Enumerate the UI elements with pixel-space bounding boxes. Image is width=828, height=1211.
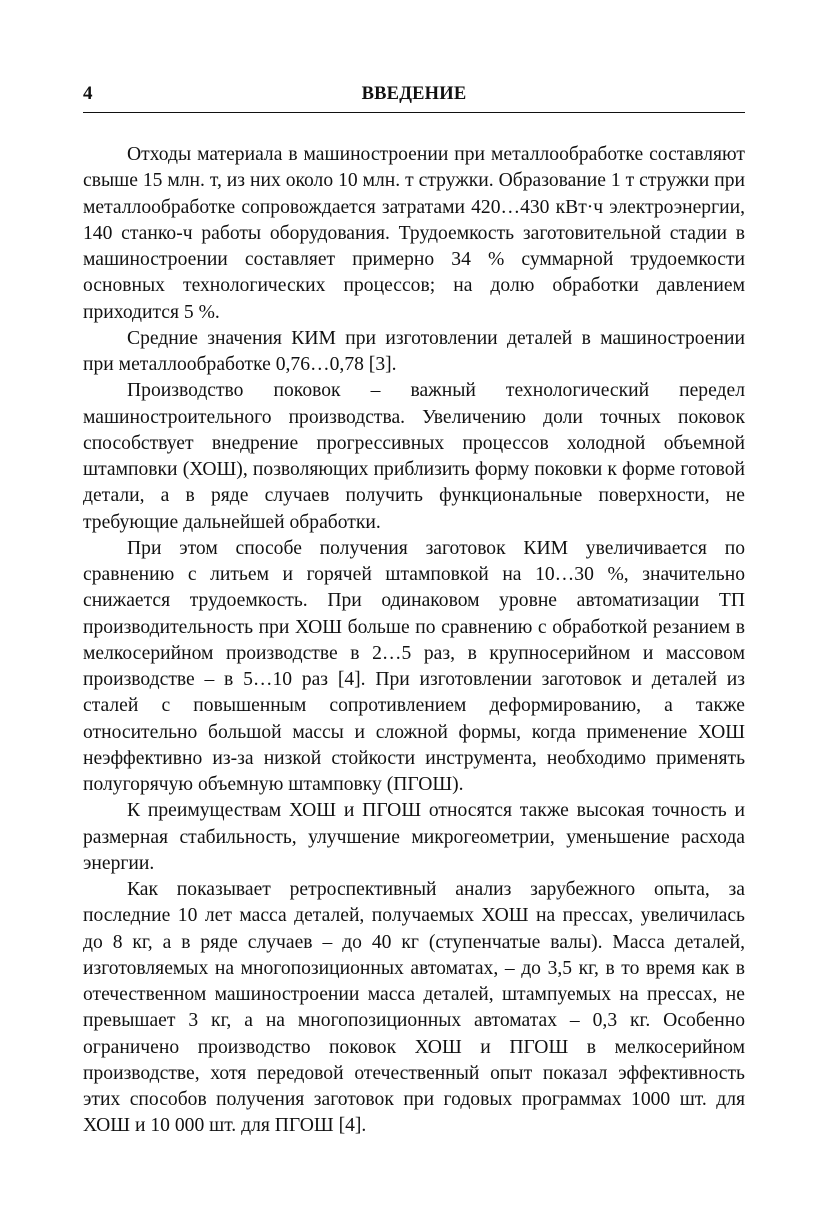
paragraph-waste-statistics: Отходы материала в машиностроении при металлообработке составляют свыше 15 млн. т, из них около 10 млн. т стружки. Образование 1 т стружки при металлообработке сопровождается затратами 420…430 кВт·ч электроэнергии, 140 станко-ч работы оборудования. Трудоемкость заготовительной стадии в машиностроении составляет примерно 34 % суммарной трудоемкости основных технологических процессов; на долю обработки давлением приходится 5 %. (83, 144, 745, 323)
section-title: ВВЕДЕНИЕ (361, 84, 467, 104)
paragraph-foreign-experience: Как показывает ретроспективный анализ зарубежного опыта, за последние 10 лет масса деталей, получаемых ХОШ на прессах, увеличилась до 8 кг, а в ряде случаев – до 40 кг (ступенчатые валы). Масса деталей, изготовляемых на многопозиционных автоматах, – до 3,5 кг, в то время как в отечественном машиностроении масса деталей, штампуемых на прессах, не превышает 3 кг, а на многопозиционных автоматах – 0,3 кг. Особенно ограничено производство поковок ХОШ и ПГОШ в мелкосерийном производстве, хотя передовой отечественный опыт показал эффективность этих способов получения заготовок при годовых программах 1000 шт. для ХОШ и 10 000 шт. для ПГОШ [4]. (83, 879, 745, 1137)
paragraph-kosh-pgosh-benefits: К преимуществам ХОШ и ПГОШ относятся также высокая точность и размерная стабильность, улучшение микрогеометрии, уменьшение расхода энергии. (83, 800, 745, 874)
running-header (83, 78, 745, 113)
paragraph-kosh-advantages: При этом способе получения заготовок КИМ увеличивается по сравнению с литьем и горячей штамповкой на 10…30 %, значительно снижается трудоемкость. При одинаковом уровне автоматизации ТП производительность при ХОШ больше по сравнению с обработкой резанием в мелкосерийном производстве в 2…5 раз, в крупносерийном и массовом производстве – в 5…10 раз [4]. При изготовлении заготовок и деталей из сталей с повышенным сопротивлением деформированию, а также относительно большой массы и сложной формы, когда применение ХОШ неэффективно из-за низкой стойкости инструмента, необходимо применять полугорячую объемную штамповку (ПГОШ). (83, 537, 745, 795)
paragraph-forging-production: Производство поковок – важный технологический передел машиностроительного производства. Увеличению доли точных поковок способствует внедрение прогрессивных процессов холодной объемной штамповки (ХОШ), позволяющих приблизить форму поковки к форме готовой детали, а в ряде случаев получить функциональные поверхности, не требующие дальнейшей обработки. (83, 380, 745, 533)
page-number: 4 (83, 83, 93, 104)
paragraph-kim-values: Средние значения КИМ при изготовлении деталей в машиностроении при металлообработке 0,76…0,78 [3]. (83, 327, 745, 375)
body-text (83, 142, 745, 1140)
